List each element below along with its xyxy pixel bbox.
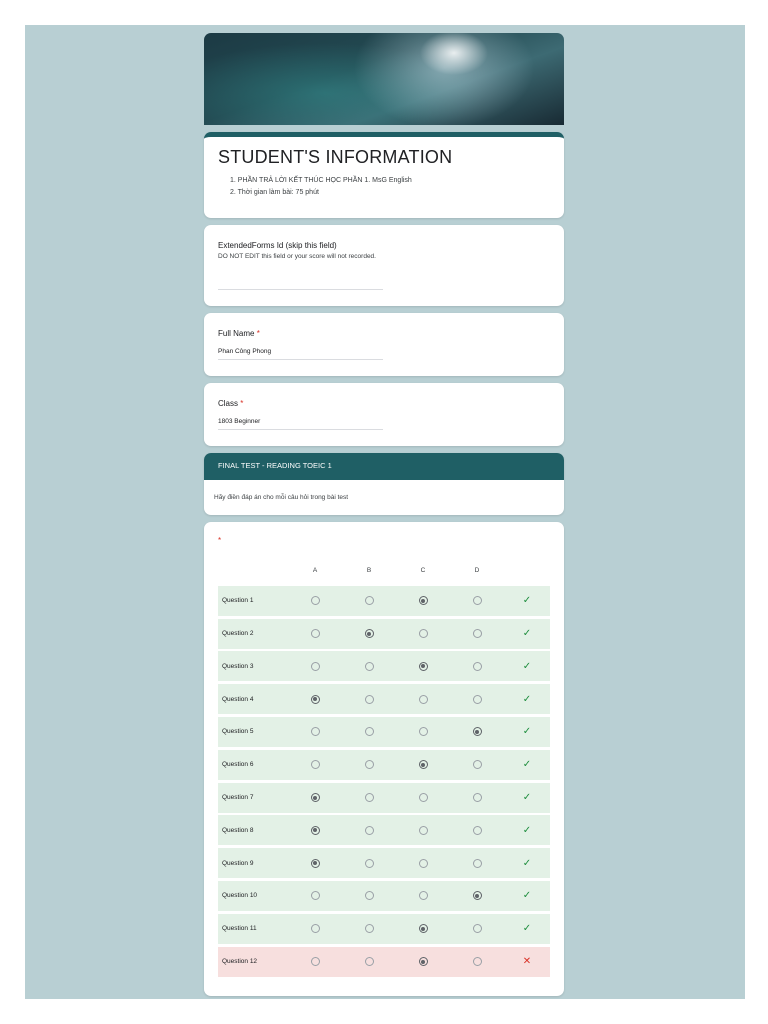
radio-button[interactable] <box>311 891 320 900</box>
form-title: STUDENT'S INFORMATION <box>218 147 453 167</box>
checkmark-icon: ✓ <box>522 693 532 705</box>
radio-button[interactable] <box>419 596 428 605</box>
radio-button[interactable] <box>365 826 374 835</box>
radio-button[interactable] <box>473 662 482 671</box>
grid-row-label: Question 7 <box>222 794 254 802</box>
grid-cell <box>396 629 450 638</box>
radio-button[interactable] <box>419 859 428 868</box>
grid-cell <box>396 695 450 704</box>
grid-cell <box>450 957 504 966</box>
radio-button[interactable] <box>311 695 320 704</box>
radio-button[interactable] <box>419 695 428 704</box>
grid-cell <box>288 760 342 769</box>
grid-cell <box>288 957 342 966</box>
question-title: ExtendedForms Id (skip this field) <box>218 241 337 250</box>
grid-row-label: Question 11 <box>222 925 257 933</box>
grid-cell <box>342 760 396 769</box>
form-column <box>204 33 564 996</box>
grid-cell <box>342 891 396 900</box>
grid-cell <box>288 859 342 868</box>
grid-cell <box>450 924 504 933</box>
grid-column-header: D <box>474 567 480 574</box>
full-name-input[interactable]: Phan Công Phong <box>218 348 383 360</box>
question-title <box>218 399 550 408</box>
extended-forms-id-input[interactable] <box>218 278 383 290</box>
radio-button[interactable] <box>419 760 428 769</box>
grid-rows <box>218 586 550 977</box>
class-card <box>204 383 564 446</box>
grid-row-label: Question 8 <box>222 826 254 834</box>
grid-cell <box>450 629 504 638</box>
radio-button[interactable] <box>473 695 482 704</box>
radio-button[interactable] <box>473 924 482 933</box>
checkmark-icon: ✓ <box>522 595 532 607</box>
radio-button[interactable] <box>419 891 428 900</box>
checkmark-icon: ✓ <box>522 857 532 869</box>
grid-cell <box>396 826 450 835</box>
checkmark-icon: ✓ <box>522 824 532 836</box>
grid-cell <box>396 727 450 736</box>
grid-row-label: Question 2 <box>222 630 254 638</box>
radio-button[interactable] <box>419 727 428 736</box>
radio-button[interactable] <box>365 891 374 900</box>
grid-row <box>218 717 550 747</box>
grid-cell <box>288 793 342 802</box>
radio-button[interactable] <box>311 629 320 638</box>
grid-cell <box>342 793 396 802</box>
grid-row-label: Question 1 <box>222 597 254 605</box>
grid-cell <box>450 662 504 671</box>
grid-cell <box>396 760 450 769</box>
checkmark-icon: ✓ <box>522 628 532 640</box>
grid-cell <box>450 596 504 605</box>
cross-icon: ✕ <box>522 956 532 968</box>
grid-cell <box>396 957 450 966</box>
grid-cell <box>288 891 342 900</box>
section-description: Hãy điền đáp án cho mỗi câu hỏi trong bài test <box>214 494 349 501</box>
radio-button[interactable] <box>365 596 374 605</box>
radio-button[interactable] <box>311 727 320 736</box>
form-title-card <box>204 132 564 218</box>
required-asterisk: * <box>240 399 244 408</box>
grid-cell <box>342 957 396 966</box>
grid-row-label: Question 6 <box>222 761 254 769</box>
grid-cell <box>396 596 450 605</box>
radio-button[interactable] <box>473 826 482 835</box>
section-card <box>204 453 564 515</box>
grid-row <box>218 815 550 845</box>
grid-row <box>218 586 550 616</box>
grid-column-header-row <box>218 567 550 583</box>
checkmark-icon: ✓ <box>522 726 532 738</box>
grid-cell <box>396 793 450 802</box>
radio-button[interactable] <box>473 793 482 802</box>
grid-cell <box>342 596 396 605</box>
radio-button[interactable] <box>365 793 374 802</box>
radio-button[interactable] <box>419 793 428 802</box>
radio-button[interactable] <box>365 727 374 736</box>
radio-button[interactable] <box>419 957 428 966</box>
grid-row <box>218 750 550 780</box>
grid-cell <box>288 826 342 835</box>
radio-button[interactable] <box>365 629 374 638</box>
grid-cell <box>342 629 396 638</box>
required-asterisk: * <box>218 536 222 545</box>
radio-button[interactable] <box>473 891 482 900</box>
grid-cell <box>450 695 504 704</box>
checkmark-icon: ✓ <box>522 923 532 935</box>
radio-button[interactable] <box>311 760 320 769</box>
grid-row <box>218 881 550 911</box>
form-description-line: 2. Thời gian làm bài: 75 phút <box>230 189 319 196</box>
grid-cell <box>342 662 396 671</box>
grid-cell <box>288 662 342 671</box>
radio-button[interactable] <box>473 596 482 605</box>
answer-grid-card <box>204 522 564 996</box>
grid-cell <box>288 596 342 605</box>
grid-cell <box>450 727 504 736</box>
radio-button[interactable] <box>365 859 374 868</box>
form-description-line: 1. PHẦN TRẢ LỜI KẾT THÚC HỌC PHẦN 1. MsG English <box>230 177 412 184</box>
grid-column-header: B <box>366 567 372 574</box>
grid-row <box>218 848 550 878</box>
radio-button[interactable] <box>419 629 428 638</box>
class-input[interactable]: 1803 Beginner <box>218 418 383 430</box>
checkmark-icon: ✓ <box>522 660 532 672</box>
radio-button[interactable] <box>311 662 320 671</box>
radio-button[interactable] <box>473 629 482 638</box>
grid-row-label: Question 4 <box>222 695 254 703</box>
radio-button[interactable] <box>473 727 482 736</box>
grid-cell <box>288 727 342 736</box>
checkmark-icon: ✓ <box>522 759 532 771</box>
question-title <box>218 329 550 338</box>
radio-button[interactable] <box>419 924 428 933</box>
grid-row-label: Question 12 <box>222 958 258 966</box>
section-title: FINAL TEST - READING TOEIC 1 <box>204 453 564 480</box>
grid-row-label: Question 9 <box>222 859 254 867</box>
page-background <box>25 25 745 999</box>
grid-cell <box>288 695 342 704</box>
question-label: Class <box>218 399 239 408</box>
grid-cell <box>342 727 396 736</box>
grid-cell <box>450 826 504 835</box>
grid-column-header: A <box>312 567 318 574</box>
grid-cell <box>342 695 396 704</box>
checkmark-icon: ✓ <box>522 890 532 902</box>
grid-cell <box>342 826 396 835</box>
radio-button[interactable] <box>365 662 374 671</box>
grid-row-label: Question 10 <box>222 892 258 900</box>
grid-cell <box>288 629 342 638</box>
grid-row-label: Question 5 <box>222 728 254 736</box>
grid-row <box>218 619 550 649</box>
grid-row <box>218 783 550 813</box>
grid-row <box>218 947 550 977</box>
radio-button[interactable] <box>311 793 320 802</box>
grid-cell <box>450 891 504 900</box>
grid-cell <box>396 891 450 900</box>
grid-column-header: C <box>420 567 426 574</box>
extended-forms-id-card <box>204 225 564 306</box>
radio-button[interactable] <box>365 760 374 769</box>
radio-button[interactable] <box>365 924 374 933</box>
full-name-card <box>204 313 564 376</box>
header-banner-image <box>204 33 564 125</box>
grid-cell <box>396 924 450 933</box>
grid-row <box>218 651 550 681</box>
grid-cell <box>450 793 504 802</box>
radio-button[interactable] <box>473 957 482 966</box>
radio-button[interactable] <box>473 760 482 769</box>
radio-button[interactable] <box>311 957 320 966</box>
question-label: Full Name <box>218 329 255 338</box>
grid-row <box>218 684 550 714</box>
question-help-text: DO NOT EDIT this field or your score will not recorded. <box>218 253 376 260</box>
radio-button[interactable] <box>473 859 482 868</box>
required-asterisk: * <box>256 329 260 338</box>
grid-cell <box>342 924 396 933</box>
radio-button[interactable] <box>311 924 320 933</box>
grid-cell <box>396 859 450 868</box>
grid-cell <box>396 662 450 671</box>
radio-button[interactable] <box>311 826 320 835</box>
radio-button[interactable] <box>419 826 428 835</box>
checkmark-icon: ✓ <box>522 792 532 804</box>
grid-row-label: Question 3 <box>222 662 254 670</box>
grid-cell <box>288 924 342 933</box>
radio-button[interactable] <box>365 695 374 704</box>
grid-row <box>218 914 550 944</box>
radio-button[interactable] <box>419 662 428 671</box>
grid-cell <box>342 859 396 868</box>
grid-cell <box>450 859 504 868</box>
radio-button[interactable] <box>311 859 320 868</box>
grid-cell <box>450 760 504 769</box>
radio-button[interactable] <box>365 957 374 966</box>
radio-button[interactable] <box>311 596 320 605</box>
